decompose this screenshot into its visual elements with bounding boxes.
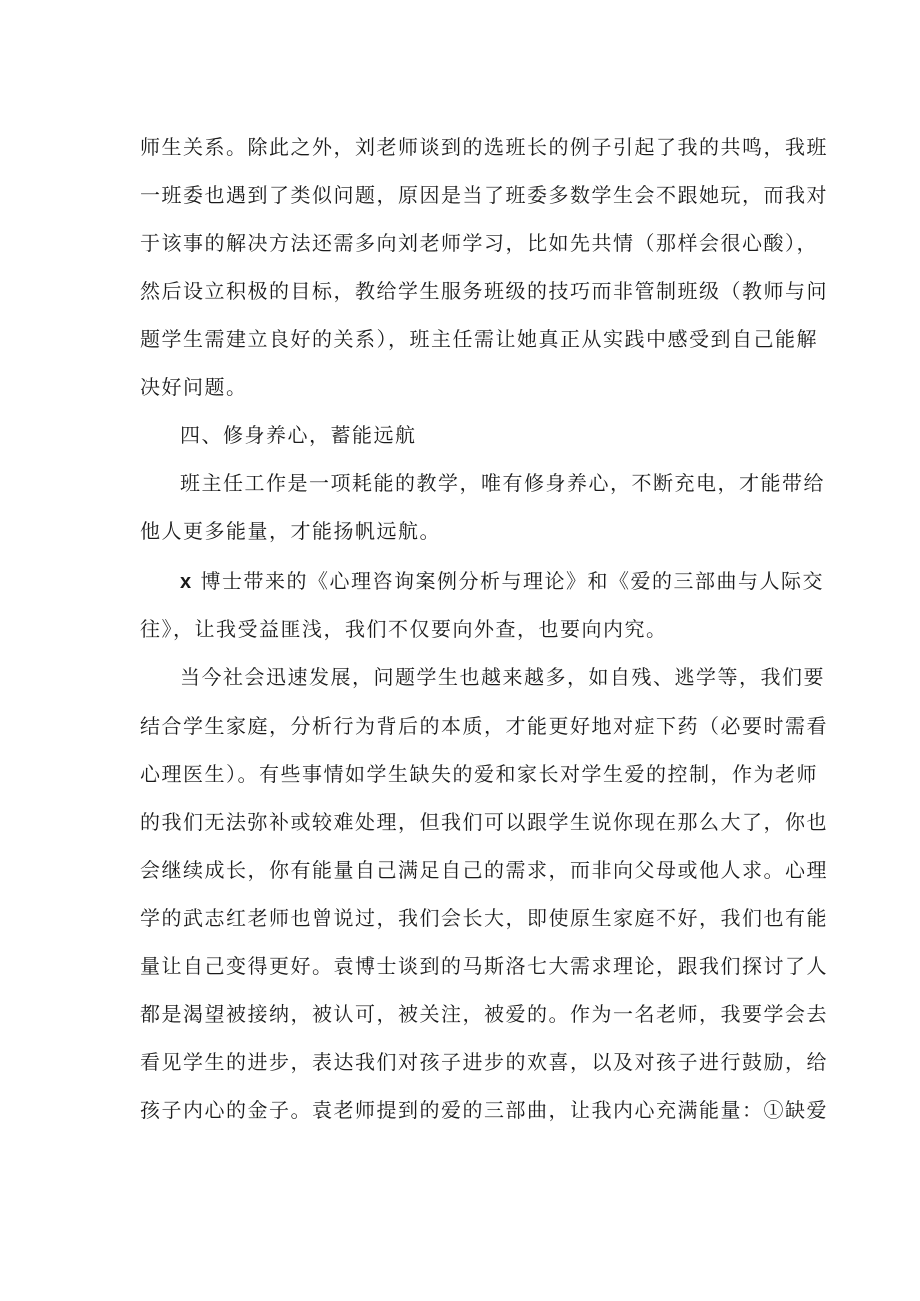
text-line-content: 博士带来的《心理咨询案例分析与理论》和《爱的三部曲与人际交 <box>200 569 824 593</box>
text-line: 一班委也遇到了类似问题，原因是当了班委多数学生会不跟她玩，而我对 <box>140 183 828 207</box>
placeholder-x: x <box>180 571 193 593</box>
text-line: 看见学生的进步，表达我们对孩子进步的欢喜，以及对孩子进行鼓励，给 <box>140 1050 828 1074</box>
text-line: 都是渴望被接纳，被认可，被关注，被爱的。作为一名老师，我要学会去 <box>140 1002 828 1026</box>
text-line: 量让自己变得更好。袁博士谈到的马斯洛七大需求理论，跟我们探讨了人 <box>140 954 828 978</box>
text-line: 然后设立积极的目标，教给学生服务班级的技巧而非管制班级（教师与问 <box>140 279 828 303</box>
text-line: 会继续成长，你有能量自己满足自己的需求，而非向父母或他人求。心理 <box>140 858 828 882</box>
text-line: 的我们无法弥补或较难处理，但我们可以跟学生说你现在那么大了，你也 <box>140 810 828 834</box>
text-line: 题学生需建立良好的关系），班主任需让她真正从实践中感受到自己能解 <box>140 327 818 351</box>
text-line: 心理医生）。有些事情如学生缺失的爱和家长对学生爱的控制，作为老师 <box>140 762 818 786</box>
text-line: 师生关系。除此之外，刘老师谈到的选班长的例子引起了我的共鸣，我班 <box>140 135 828 159</box>
text-line: 往》，让我受益匪浅，我们不仅要向外查，也要向内究。 <box>140 617 668 641</box>
text-line: 孩子内心的金子。袁老师提到的爱的三部曲，让我内心充满能量：①缺爱 <box>140 1098 828 1122</box>
text-line: 当今社会迅速发展，问题学生也越来越多，如自残、逃学等，我们要 <box>180 665 825 689</box>
text-line: 结合学生家庭，分析行为背后的本质，才能更好地对症下药（必要时需看 <box>140 714 828 738</box>
text-line: 班主任工作是一项耗能的教学，唯有修身养心，不断充电，才能带给 <box>180 471 825 495</box>
text-line: 于该事的解决方法还需多向刘老师学习，比如先共情（那样会很心酸）， <box>140 231 818 255</box>
text-line: 学的武志红老师也曾说过，我们会长大，即使原生家庭不好，我们也有能 <box>140 906 828 930</box>
text-line: 他人更多能量，才能扬帆远航。 <box>140 519 441 543</box>
text-line: 决好问题。 <box>140 375 248 399</box>
section-heading: 四、修身养心，蓄能远航 <box>180 423 417 447</box>
text-line <box>180 557 824 605</box>
